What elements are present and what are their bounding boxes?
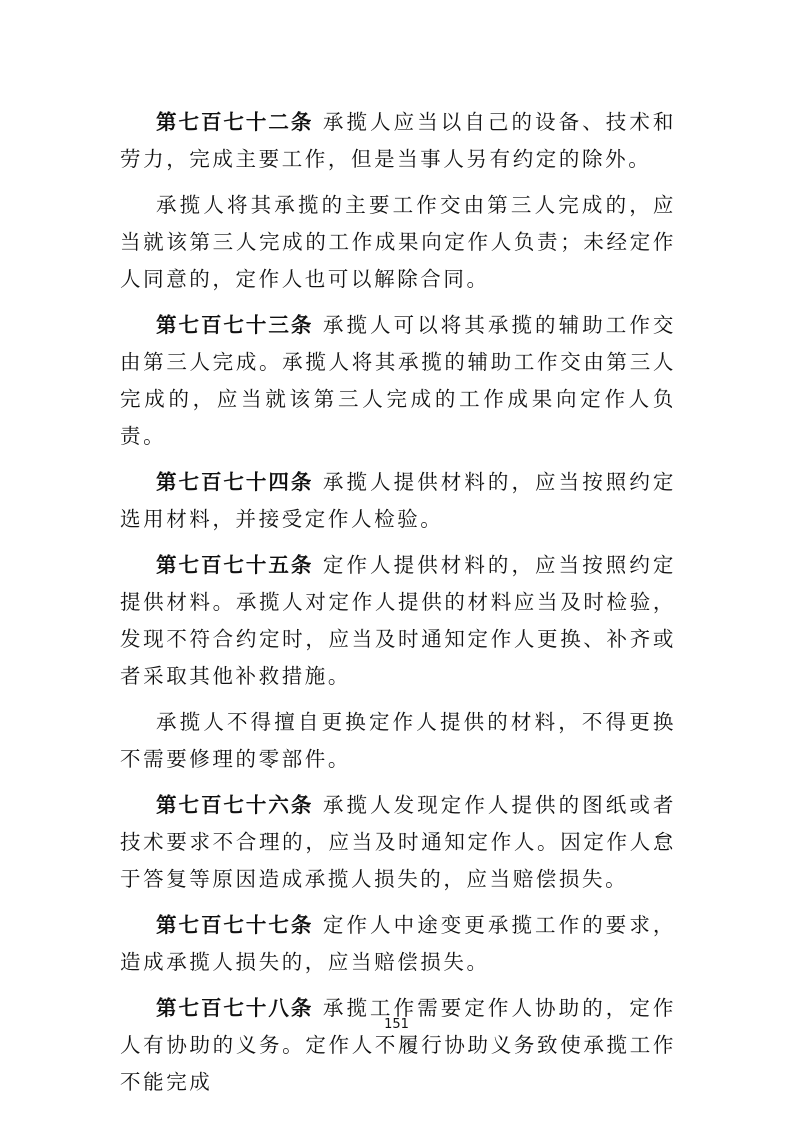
article-number: 第七百七十六条 [156,793,314,817]
article-number: 第七百七十八条 [156,996,314,1020]
article-number: 第七百七十三条 [156,313,314,337]
paragraph-text: 承揽人可以将其承揽的辅助工作交由第三人完成。承揽人将其承揽的辅助工作交由第三人完成的，应当就该第三人完成的工作成果向定作人负责。 [120,313,677,448]
paragraph-text: 承揽人应当以自己的设备、技术和劳力，完成主要工作，但是当事人另有约定的除外。 [120,110,677,171]
paragraph-text: 定作人中途变更承揽工作的要求，造成承揽人损失的，应当赔偿损失。 [120,913,677,974]
paragraph-text: 承揽人发现定作人提供的图纸或者技术要求不合理的，应当及时通知定作人。因定作人怠于答复等原因造成承揽人损失的，应当赔偿损失。 [120,793,677,891]
paragraph-article-773 [120,307,676,455]
paragraph-article-774 [120,464,676,538]
article-number: 第七百七十二条 [156,110,314,134]
page-number: 151 [384,1017,409,1032]
article-number: 第七百七十四条 [156,470,314,494]
paragraph-text: 定作人提供材料的，应当按照约定提供材料。承揽人对定作人提供的材料应当及时检验，发现不符合约定时，应当及时通知定作人更换、补齐或者采取其他补救措施。 [120,553,677,688]
paragraph-article-778 [120,990,676,1101]
document-body [120,104,676,1110]
paragraph-text: 承揽工作需要定作人协助的，定作人有协助的义务。定作人不履行协助义务致使承揽工作不能完成 [120,996,677,1094]
article-number: 第七百七十五条 [156,553,314,577]
paragraph-article-772 [120,104,676,178]
paragraph-article-776 [120,787,676,898]
paragraph-article-777 [120,907,676,981]
paragraph-text: 承揽人提供材料的，应当按照约定选用材料，并接受定作人检验。 [120,470,677,531]
article-number: 第七百七十七条 [156,913,314,937]
paragraph-text: 承揽人将其承揽的主要工作交由第三人完成的，应当就该第三人完成的工作成果向定作人负责；未经定作人同意的，定作人也可以解除合同。 [120,193,676,291]
paragraph-article-775-clause-2 [120,704,676,778]
paragraph-article-772-clause-2 [120,187,676,298]
paragraph-article-775 [120,547,676,695]
paragraph-text: 承揽人不得擅自更换定作人提供的材料，不得更换不需要修理的零部件。 [120,710,676,771]
